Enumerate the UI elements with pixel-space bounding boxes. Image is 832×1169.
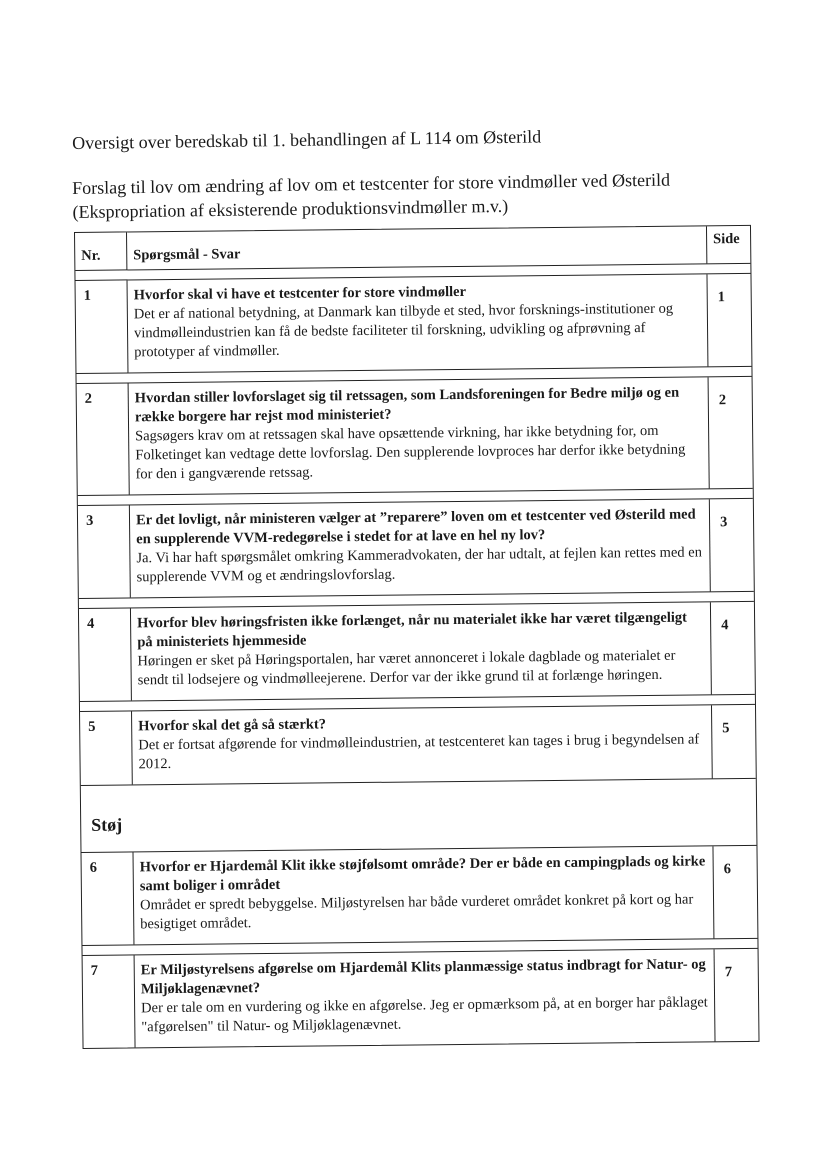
table-row [76, 273, 752, 373]
question-text: Er det lovligt, når ministeren vælger at ”reparere” loven om et testcenter ved Østerild med en supplerende VVM-redegørelse i stedet for at lave en hel ny lov? [135, 506, 696, 548]
page-ref: 6 [712, 846, 757, 938]
page-ref: 5 [711, 705, 756, 778]
row-content [129, 377, 709, 494]
table-row [83, 948, 759, 1048]
row-content [131, 602, 711, 700]
answer-text: Sagsøgers krav om at retssagen skal have opsættende virkning, har ikke betydning for, om Folketinget kan vedtage dette lovforslag. Den supplerende lovproces har derfor ikke betydning for den i gangværende retssag. [135, 422, 686, 483]
section-heading-row [81, 778, 757, 852]
page-ref: 1 [706, 274, 751, 366]
question-text: Hvordan stiller lovforslaget sig til retssagen, som Landsforeningen for Bedre miljø og en række borgere har rejst mod ministeriet? [134, 384, 680, 426]
table-row [77, 376, 753, 495]
page-ref: 2 [708, 377, 753, 488]
table-row [79, 601, 755, 701]
page-ref: 7 [714, 949, 759, 1041]
row-content [132, 705, 712, 784]
row-number: 5 [80, 711, 133, 785]
row-number: 3 [78, 505, 131, 598]
qa-table [74, 225, 760, 1049]
table-row [78, 498, 754, 598]
answer-text: Ja. Vi har haft spørgsmålet omkring Kammeradvokaten, der har udtalt, at fejlen kan rettes med en supplerende VVM og et ændringslovforslag. [136, 544, 703, 586]
page-subtitle [72, 167, 753, 224]
row-content [130, 499, 710, 597]
subtitle-line-2: (Ekspropriation af eksisterende produktionsvindmøller m.v.) [72, 195, 509, 222]
answer-text: Området er spredt bebyggelse. Miljøstyrelsen har både vurderet området konkret på kort og har besigtiget området. [139, 891, 694, 933]
row-content [135, 949, 715, 1047]
subtitle-line-1: Forslag til lov om ændring af lov om et testcenter for store vindmøller ved Østerild [72, 169, 671, 198]
page-title: Oversigt over beredskab til 1. behandlingen af L 114 om Østerild [72, 126, 542, 153]
page-ref: 3 [709, 499, 754, 591]
header-qa: Spørgsmål - Svar [133, 246, 241, 264]
header-side: Side [706, 226, 750, 263]
table-header-row [75, 226, 750, 270]
question-text: Er Miljøstyrelsens afgørelse om Hjardemål Klits planmæssige status indbragt for Natur- og Miljøklagenævnet? [140, 956, 706, 998]
row-number: 4 [79, 608, 132, 701]
table-row [80, 704, 756, 785]
answer-text: Der er tale om en vurdering og ikke en afgørelse. Jeg er opmærksom på, at en borger har påklaget "afgørelsen" til Natur- og Miljøklagenævnet. [141, 994, 708, 1036]
row-number: 6 [82, 852, 135, 945]
row-content [134, 846, 714, 944]
header-nr: Nr. [75, 232, 127, 270]
question-text: Hvorfor skal det gå så stærkt? [138, 716, 327, 735]
row-content [128, 274, 708, 372]
table-row [81, 845, 757, 945]
answer-text: Høringen er sket på Høringsportalen, har været annonceret i lokale dagblade og materialet er sendt til lodsejere og vindmølleejerene. Derfor var der ikke grund til at forlænge høringen. [137, 647, 676, 689]
row-number: 2 [77, 383, 130, 495]
row-number: 1 [76, 280, 129, 373]
answer-text: Det er af national betydning, at Danmark kan tilbyde et sted, hvor forsknings-institutioner og vindmølleindustrien kan få de bedste faciliteter til forskning, udvikling og afprøvning af prototyper af vindmøller. [133, 300, 674, 361]
question-text: Hvorfor skal vi have et testcenter for store vindmøller [133, 283, 467, 304]
section-heading: Støj [91, 814, 123, 835]
page-ref: 4 [710, 602, 755, 694]
question-text: Hvorfor er Hjardemål Klit ikke støjfølsomt område? Der er både en campingplads og kirke samt boliger i området [139, 853, 706, 895]
answer-text: Det er fortsat afgørende for vindmølleindustrien, at testcenteret kan tages i brug i begyndelsen af 2012. [138, 731, 700, 773]
question-text: Hvorfor blev høringsfristen ikke forlænget, når nu materialet ikke har været tilgængeligt på ministeriets hjemmeside [137, 609, 688, 651]
row-number: 7 [83, 955, 136, 1048]
